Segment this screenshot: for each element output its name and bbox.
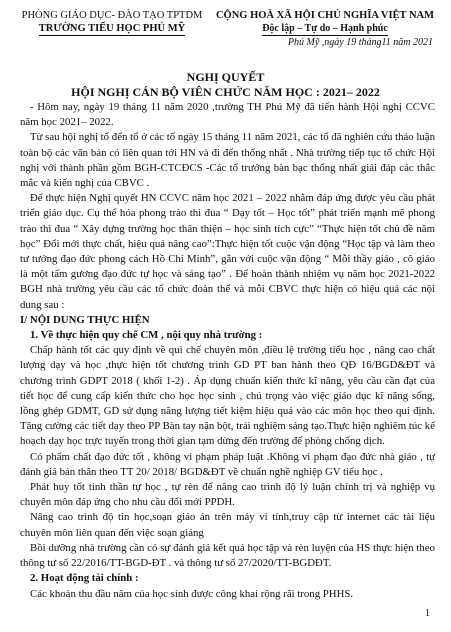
national-motto: Độc lập – Tự do – Hạnh phúc xyxy=(262,23,388,34)
paragraph: Từ sau hội nghị tổ đến tổ ở các tổ ngày 15 tháng 11 năm 2021, các tổ đã nghiên cứu thảo luận toàn bộ các văn bản có liên quan tới HN và đi đến thống nhất . Nhà trường tiếp tục tổ chức Hội nghị với thành phần gồm BGH-CTCĐCS -Các tổ trưởng bàn bạc thống nhất giải đáp các thắc mắc và kiến nghị của CBVC . xyxy=(20,131,435,190)
paragraph: Chấp hành tốt các quy định về qui chế chuyên môn ,điều lệ trường tiểu học , nâng cao chất lượng dạy và học ,thực hiện tốt chương trình GD PT ban hành theo QĐ 16/BGD&ĐT và chương trình GDPT 2018 ( khối 1-2) . Áp dụng chuẩn kiến thức kĩ năng, yêu cầu cần đạt của tiết học để cung cấp kiến thức cho học học sinh , chú trọng vào việc giáo dục kĩ năng sống, lồng ghép GDMT, GD sử dụng năng lượng tiết kiệm hiệu quả vào các môn học theo qui định. Tăng cường các tiết dạy theo PP Bàn tay nặn bột, trải nghiệm sáng tạo.Thực hiện nghiêm túc kế hoạch dạy học trực tuyến trong thời gian tạm dừng đến trường để phòng chống dịch. xyxy=(20,344,435,448)
national-header xyxy=(205,9,445,49)
paragraph: Phát huy tốt tinh thần tự học , tự rèn để nâng cao trình độ lý luận chính trị và nghiệp vụ chuyên môn đáp ứng cho nhu cầu đổi mới PPDH. xyxy=(20,481,435,509)
section-heading: I/ NỘI DUNG THỰC HIỆN xyxy=(20,313,150,326)
paragraph: Nâng cao trình độ tin học,soạn giáo án trên máy vi tính,truy cập từ internet các tài liệu chuyên môn liên quan đến việc soạn giảng xyxy=(20,511,435,539)
school-name: TRƯỜNG TIỂU HỌC PHÚ MỸ xyxy=(38,23,186,34)
agency-name: PHÒNG GIÁO DỤC- ĐÀO TẠO TPTDM xyxy=(21,10,203,21)
subsection-heading: 1. Về thực hiện quy chế CM , nội quy nhà trường : xyxy=(30,329,263,342)
paragraph: Các khoản thu đầu năm của học sinh được công khai rộng rãi trong PHHS. xyxy=(30,587,354,600)
paragraph: Để thực hiện Nghị quyết HN CCVC năm học 2021 – 2022 nhằm đáp ứng được yêu cầu phát triển giáo dục. Cụ thể hóa phong trào thi đua “ Dạy tốt – Học tốt” phát triển mạnh mẽ phong trào thi đua “ Xây dựng trường học thân thiện – học sinh tích cực” “Thực hiện tốt chủ đề năm học” Đổi mới thực chất, hiệu quả nâng cao”:Thực hiện tốt cuộc vận động “Học tập và làm theo tư tưởng đạo đức phong cách Hồ Chí Minh”, gắn với cuộc vận động “ Mỗi thầy giáo , cô giáo là một tấm gương đạo đức tự học và sáng tạo” . Để hoàn thành nhiệm vụ năm học 2021-2022 BGH nhà trường yêu cầu các tổ chức đoàn thể và mỗi CBVC thực hiện có hiệu quả các nội dung sau : xyxy=(20,192,435,311)
paragraph: - Hôm nay, ngày 19 tháng 11 năm 2020 ,trường TH Phú Mỹ đã tiến hành Hội nghị CCVC năm học 2021– 2022. xyxy=(20,101,435,129)
document-title: NGHỊ QUYẾT xyxy=(186,70,265,84)
paragraph: Bồi dưỡng nhà trường cần có sự đánh giá kết quả học tập và rèn luyện của HS thực hiện theo thông tư số 22/2016/TT-BGD-ĐT . và thông tư số 27/2020/TT-BGDĐT. xyxy=(20,541,435,570)
paragraph: Có phẩm chất đạo đức tốt , không vi phạm pháp luật .Không vi phạm đạo đức nhà giáo , tự đánh giá bản thân theo TT 20/ 2018/ BGD&ĐT về chuẩn nghề nghiệp GV tiểu học . xyxy=(20,450,435,478)
subsection-heading: 2. Hoạt động tài chính : xyxy=(30,572,139,585)
document-body xyxy=(20,100,435,602)
document-subtitle: HỘI NGHỊ CÁN BỘ VIÊN CHỨC NĂM HỌC : 2021– 2022 xyxy=(71,85,380,99)
document-date: Phú Mỹ ,ngày 19 tháng11 năm 2021 xyxy=(287,37,433,48)
page-number: 1 xyxy=(425,608,430,619)
agency-header xyxy=(12,9,212,36)
national-title: CỘNG HOÀ XÃ HỘI CHỦ NGHĨA VIỆT NAM xyxy=(215,10,435,21)
